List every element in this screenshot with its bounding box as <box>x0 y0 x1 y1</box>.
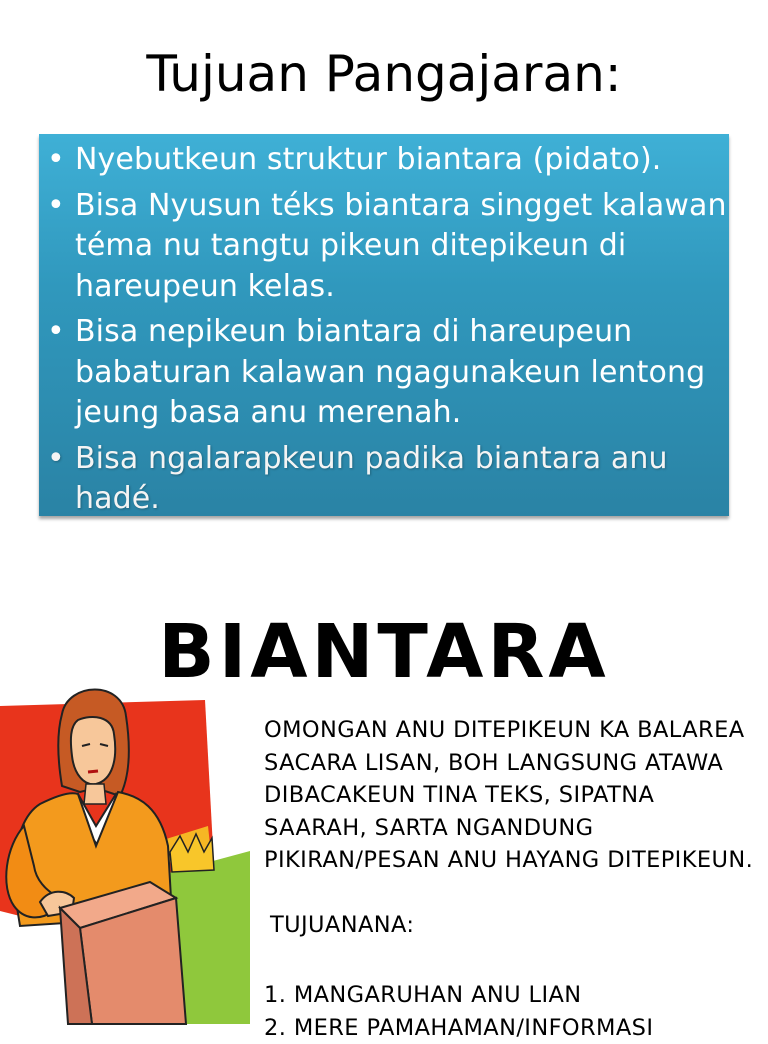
face-shape <box>71 717 115 784</box>
bullet-icon: • <box>47 312 65 353</box>
objective-text: Bisa ngalarapkeun padika biantara anu hadé. <box>75 441 668 517</box>
neck-shape <box>84 784 106 804</box>
goal-item: 2. MERE PAMAHAMAN/INFORMASI <box>264 1012 768 1044</box>
objective-text: Bisa nepikeun biantara di hareupeun babaturan kalawan ngagunakeun lentong jeung basa anu merenah. <box>75 314 705 430</box>
section-title: BIANTARA <box>0 612 768 692</box>
speaker-illustration <box>0 676 250 1024</box>
bullet-icon: • <box>47 140 65 181</box>
goals-list <box>264 979 768 1044</box>
objectives-list <box>39 140 729 525</box>
objective-text: Nyebutkeun struktur biantara (pidato). <box>75 142 661 177</box>
objective-item <box>39 312 729 434</box>
bullet-icon: • <box>47 186 65 227</box>
objective-item <box>39 439 729 520</box>
bullet-icon: • <box>47 439 65 480</box>
mouth <box>88 771 98 772</box>
slide-title: Tujuan Pangajaran: <box>0 42 768 106</box>
objective-item <box>39 140 729 181</box>
goal-item: 1. MANGARUHAN ANU LIAN <box>264 979 768 1012</box>
objective-item <box>39 186 729 308</box>
definition-text: OMONGAN ANU DITEPIKEUN KA BALAREA SACARA LISAN, BOH LANGSUNG ATAWA DIBACAKEUN TINA TEKS, SIPATNA SAARAH, SARTA NGANDUNG PIKIRAN/PESAN ANU HAYANG DITEPIKEUN. <box>264 714 764 877</box>
objective-text: Bisa Nyusun téks biantara singget kalawan téma nu tangtu pikeun ditepikeun di hareupeun kelas. <box>75 188 727 304</box>
goal-heading: TUJUANANA: <box>270 909 414 942</box>
